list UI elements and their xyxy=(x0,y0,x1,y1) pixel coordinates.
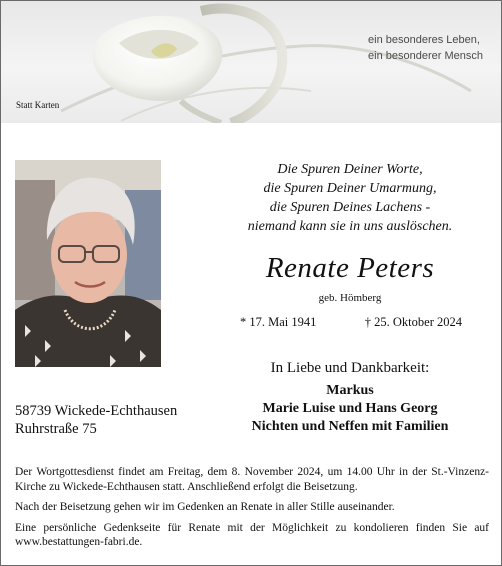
funeral-notes xyxy=(15,465,489,556)
gratitude-line: In Liebe und Dankbarkeit: xyxy=(270,360,430,376)
address-city: 58739 Wickede-Echthausen xyxy=(15,403,178,419)
birth-name: geb. Hömberg xyxy=(318,292,382,304)
mourners-list xyxy=(230,382,470,436)
mourner-line-2: Marie Luise und Hans Georg xyxy=(262,401,438,416)
birth-date: * 17. Mai 1941 xyxy=(240,315,317,329)
memorial-notice: Eine persönliche Gedenkseite für Renate mit der Möglichkeit zu kondolieren finden Sie auf www.bestattungen-fabri.de. xyxy=(15,521,489,548)
farewell-notice: Nach der Beisetzung gehen wir im Gedenken an Renate in aller Stille auseinander. xyxy=(15,501,395,513)
life-dates xyxy=(240,315,462,330)
service-notice: Der Wortgottesdienst findet am Freitag, dem 8. November 2024, um 14.00 Uhr in der St.-Vinzenz-Kirche zu Wickede-Echthausen statt. Anschließend erfolgt die Beisetzung. xyxy=(15,466,489,493)
mourner-line-1: Markus xyxy=(326,383,374,398)
poem-line-3: die Spuren Deines Lachens - xyxy=(269,200,431,215)
tagline-line-2: ein besonderer Mensch xyxy=(368,50,483,62)
statt-karten-label: Statt Karten xyxy=(16,100,60,110)
poem-line-1: Die Spuren Deiner Worte, xyxy=(277,162,423,177)
death-date: † 25. Oktober 2024 xyxy=(364,315,462,329)
header-banner xyxy=(1,1,501,123)
poem xyxy=(230,160,470,236)
family-address xyxy=(15,402,177,438)
portrait-photo xyxy=(15,160,161,367)
poem-line-2: die Spuren Deiner Umarmung, xyxy=(263,181,437,196)
tagline xyxy=(368,32,483,64)
tagline-line-1: ein besonderes Leben, xyxy=(368,34,480,46)
mourner-line-3: Nichten und Neffen mit Familien xyxy=(251,419,449,434)
poem-line-4: niemand kann sie in uns auslöschen. xyxy=(247,219,453,234)
address-street: Ruhrstraße 75 xyxy=(15,421,97,437)
deceased-name: Renate Peters xyxy=(265,252,435,284)
